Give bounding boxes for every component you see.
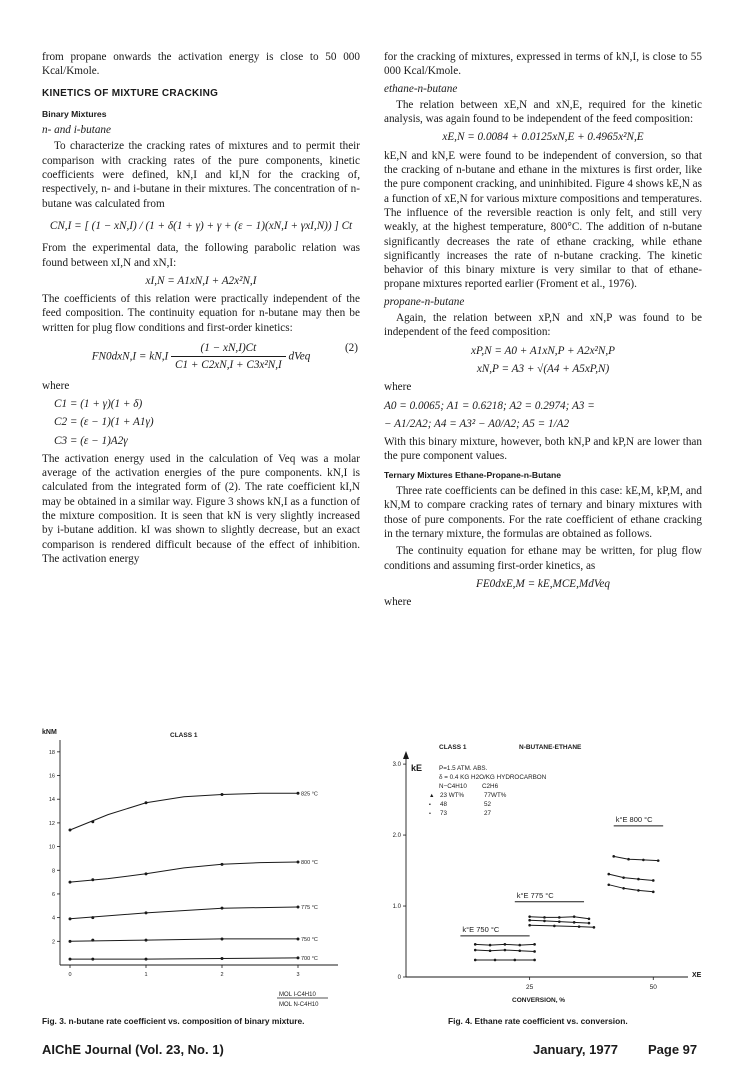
legend-column-header-nbutane: N−C4H10	[439, 783, 467, 790]
data-point	[637, 889, 640, 892]
data-point	[221, 793, 224, 796]
data-point	[652, 891, 655, 894]
equation: xI,N = A1xN,I + A2x²N,I	[145, 274, 257, 287]
paragraph: From the experimental data, the following parabolic relation was found between xI,N and xN,I:	[42, 242, 360, 269]
data-point	[588, 918, 591, 921]
data-point	[528, 924, 531, 927]
condition-pressure: P=1.5 ATM. ABS.	[439, 765, 488, 772]
data-point	[607, 883, 610, 886]
data-point	[474, 959, 477, 962]
series-line	[609, 885, 654, 892]
data-point	[221, 957, 224, 960]
data-point	[612, 855, 615, 858]
series-line	[70, 907, 298, 919]
data-point	[514, 959, 517, 962]
series-line	[530, 925, 594, 927]
series-label: 800 °C	[301, 859, 318, 866]
series-line	[614, 856, 659, 860]
data-point	[627, 858, 630, 861]
y-tick-label: 0	[397, 975, 401, 981]
data-point	[533, 943, 536, 946]
data-point	[593, 926, 596, 929]
x-axis-title: CONVERSION, %	[512, 997, 566, 1004]
legend-ethane-value: 77WT%	[484, 792, 507, 799]
legend-nbutane-value: 48	[440, 801, 448, 808]
data-point	[221, 907, 224, 910]
equation-number: (2)	[344, 342, 358, 355]
data-point	[69, 829, 72, 832]
subsection-heading: Binary Mixtures	[42, 108, 107, 119]
data-point	[69, 958, 72, 961]
data-point	[573, 921, 576, 924]
data-point	[578, 925, 581, 928]
system-label: N-BUTANE-ETHANE	[519, 744, 582, 751]
paragraph: Three rate coefficients can be defined in this case: kE,M, kP,M, and kN,M to compare cracking rates of ternary and binary mixtures with those of pure components. For the rate coefficient of ethane cracking in the ternary mixture, the formulas are obtained as follows.	[384, 485, 702, 540]
x-axis-label-denominator: MOL N-C4H10	[279, 1002, 319, 1008]
figure-3-chart	[28, 720, 358, 1010]
data-point	[69, 940, 72, 943]
data-point	[637, 878, 640, 881]
equation-c3: C3 = (ε − 1)A2γ	[54, 434, 128, 447]
where-label: where	[42, 379, 70, 392]
y-tick-label: 14	[48, 797, 55, 804]
x-tick-label: 0	[68, 972, 72, 978]
data-point	[504, 943, 507, 946]
data-point	[221, 863, 224, 866]
fraction-denominator: C1 + C2xN,I + C3x²N,I	[175, 359, 282, 372]
data-point	[91, 820, 94, 823]
data-point	[145, 911, 148, 914]
equation-2	[42, 341, 360, 373]
data-point	[91, 878, 94, 881]
y-tick-label: 12	[48, 820, 55, 827]
series-label: 750 °C	[301, 936, 318, 943]
legend	[429, 792, 507, 817]
x-axis-label-numerator: MOL I-C4H10	[279, 992, 316, 998]
data-point	[533, 959, 536, 962]
figure-4-plot-area	[393, 751, 688, 991]
equation-c2: C2 = (ε − 1)(1 + A1γ)	[54, 416, 154, 429]
constants-line-1: A0 = 0.0065; A1 = 0.6218; A2 = 0.2974; A3 =	[384, 399, 595, 412]
paragraph: The continuity equation for ethane may be written, for plug flow conditions and assuming first-order kinetics, as	[384, 545, 702, 572]
data-point	[518, 949, 521, 952]
legend-nbutane-value: 73	[440, 810, 448, 817]
equation: FE0dxE,M = kE,MCE,MdVeq	[476, 577, 610, 590]
footer-page: Page 97	[648, 1042, 698, 1057]
data-point	[553, 925, 556, 928]
series-label: 775 °C	[301, 904, 318, 911]
y-axis-label: kE	[411, 763, 423, 773]
legend-ethane-value: 27	[484, 810, 492, 817]
reference-label: k°E 775 °C	[516, 890, 554, 900]
x-axis-label: XE	[692, 972, 702, 979]
subsubsection-heading: propane-n-butane	[384, 295, 465, 308]
equation: xP,N = A0 + A1xN,P + A2x²N,P	[471, 344, 615, 357]
data-point	[657, 859, 660, 862]
data-point	[642, 859, 645, 862]
reference-label: k°E 800 °C	[615, 814, 653, 824]
x-tick-label: 2	[220, 972, 224, 978]
where-label: where	[384, 381, 412, 394]
series-label: 825 °C	[301, 791, 318, 798]
y-tick-label: 10	[48, 844, 55, 851]
equation: CN,I = [ (1 − xN,I) / (1 + δ(1 + γ) + γ + (ε − 1)(xN,I + γxI,N)) ] Ct	[49, 219, 353, 232]
paragraph: from propane onwards the activation energy is close to 50 000 Kcal/Kmole.	[42, 51, 360, 78]
data-point	[528, 919, 531, 922]
data-point	[528, 915, 531, 918]
y-tick-label: 6	[51, 891, 55, 898]
paragraph: kE,N and kN,E were found to be independent of conversion, so that the cracking of n-butane and ethane in the mixtures is first order, like the pure component cracking, and uninhibited. Figure 4 shows kE,N as a function of xE,N for various mixture compositions and temperatures. The influence of the reversible reaction is only felt, and still very weakly, at the highest temperature, 800°C. The addition of n-butane significantly decreases the rate of ethane cracking, while ethane significantly increases the rate of n-butane cracking. The kinetic behavior of this binary mixture is very similar to that of ethane-propane mixtures reported earlier (Froment et al., 1976).	[384, 149, 702, 291]
y-axis-arrow	[403, 751, 409, 759]
data-point	[543, 916, 546, 919]
data-point	[69, 917, 72, 920]
paragraph: The activation energy used in the calculation of Veq was a molar average of the activation energies of the pure components. kN,I is calculated from the integrated form of (2). The rate coefficient kI,N may be obtained in a similar way. Figure 3 shows kN,I as a function of the mixture composition. It is seen that kN is very slightly increased by i-butane addition. kI was shown to slightly decrease, but an exact comparison is rendered difficult because of the effect of inhibition. The activation energy	[42, 452, 360, 565]
data-point	[91, 958, 94, 961]
data-point	[69, 881, 72, 884]
series-line	[70, 862, 298, 882]
equation: xE,N = 0.0084 + 0.0125xN,E + 0.4965x²N,E	[442, 131, 644, 144]
data-point	[145, 958, 148, 961]
legend-nbutane-value: 23 WT%	[440, 792, 465, 799]
subsubsection-heading: n- and i-butane	[42, 124, 111, 137]
paragraph: for the cracking of mixtures, expressed in terms of kN,I, is close to 55 000 Kcal/Kmole.	[384, 51, 702, 78]
series-line	[70, 958, 298, 959]
right-column	[384, 50, 702, 611]
y-axis-label: kNM	[42, 729, 57, 736]
series-line	[70, 793, 298, 830]
footer-journal: AIChE Journal (Vol. 23, No. 1)	[42, 1042, 224, 1057]
legend-marker: ▲	[429, 793, 435, 799]
equation: xN,P = A3 + √(A4 + A5xP,N)	[476, 362, 610, 375]
data-point	[504, 949, 507, 952]
y-tick-label: 2	[51, 939, 55, 946]
paragraph: The coefficients of this relation were practically independent of the feed composition. The continuity equation for n-butane may then be written for plug flow conditions and first-order kinetics:	[42, 293, 360, 334]
y-tick-label: 16	[48, 773, 55, 780]
figure-3-plot-area	[49, 740, 338, 978]
x-tick-label: 25	[526, 984, 534, 991]
figure-3-caption: Fig. 3. n-butane rate coefficient vs. composition of binary mixture.	[42, 1016, 305, 1026]
data-point	[297, 937, 300, 940]
figure-4-chart	[378, 735, 718, 1015]
reference-label: k°E 750 °C	[462, 924, 500, 934]
data-point	[489, 944, 492, 947]
left-column	[42, 50, 360, 569]
data-point	[221, 937, 224, 940]
paragraph: With this binary mixture, however, both kN,P and kP,N are lower than the pure component values.	[384, 436, 702, 463]
legend-ethane-value: 52	[484, 801, 492, 808]
data-point	[607, 873, 610, 876]
data-point	[91, 916, 94, 919]
data-point	[145, 872, 148, 875]
subsubsection-heading: ethane-n-butane	[384, 82, 458, 95]
data-point	[622, 887, 625, 890]
legend-marker: ▪	[429, 802, 431, 808]
data-point	[622, 876, 625, 879]
y-tick-label: 4	[51, 915, 55, 922]
x-tick-label: 3	[296, 972, 300, 978]
equation-rhs: dVeq	[288, 350, 311, 363]
paragraph: The relation between xE,N and xN,E, required for the kinetic analysis, was again found to be independent of the feed composition:	[384, 98, 702, 126]
x-tick-label: 50	[649, 984, 657, 991]
data-point	[297, 905, 300, 908]
data-point	[489, 949, 492, 952]
footer-date: January, 1977	[533, 1042, 619, 1057]
y-tick-label: 8	[51, 868, 55, 875]
data-point	[145, 939, 148, 942]
data-point	[573, 915, 576, 918]
where-label: where	[384, 596, 412, 609]
series-line	[70, 939, 298, 941]
data-point	[543, 920, 546, 923]
section-heading: KINETICS OF MIXTURE CRACKING	[42, 87, 219, 99]
figure-4-caption: Fig. 4. Ethane rate coefficient vs. conversion.	[448, 1016, 628, 1026]
condition-steam-ratio: δ = 0.4 KG H2O/KG HYDROCARBON	[439, 774, 547, 781]
y-tick-label: 3.0	[392, 762, 401, 769]
y-tick-label: 2.0	[392, 833, 401, 840]
y-tick-label: 18	[48, 749, 55, 756]
data-point	[558, 920, 561, 923]
data-point	[297, 860, 300, 863]
data-point	[91, 939, 94, 942]
data-point	[494, 959, 497, 962]
equation-c1: C1 = (1 + γ)(1 + δ)	[54, 397, 143, 410]
data-point	[588, 922, 591, 925]
data-point	[297, 792, 300, 795]
series-line	[609, 874, 654, 880]
fraction-numerator: (1 − xN,I)Ct	[171, 341, 286, 357]
legend-marker: •	[429, 811, 431, 817]
equation-fraction	[171, 341, 286, 373]
data-point	[474, 943, 477, 946]
data-point	[652, 879, 655, 882]
data-point	[533, 950, 536, 953]
legend-column-header-ethane: C2H6	[482, 783, 499, 790]
data-point	[297, 956, 300, 959]
class-label: CLASS 1	[170, 732, 198, 739]
constants-line-2: − A1/2A2; A4 = A3² − A0/A2; A5 = 1/A2	[384, 417, 570, 430]
x-tick-label: 1	[144, 972, 148, 978]
data-point	[474, 949, 477, 952]
class-label: CLASS 1	[439, 744, 467, 751]
data-point	[558, 916, 561, 919]
data-point	[518, 944, 521, 947]
equation-lhs: FN0dxN,I = kN,I	[91, 350, 169, 363]
paragraph: To characterize the cracking rates of mixtures and to permit their comparison with cracking rates of the pure components, kinetic coefficients were defined, kN,I and kI,N for the cracking of, respectively, n- and i-butane in their mixtures. The concentration of n-butane was calculated from	[42, 140, 360, 210]
subsection-heading: Ternary Mixtures Ethane-Propane-n-Butane	[384, 469, 561, 480]
series-label: 700 °C	[301, 955, 318, 962]
y-tick-label: 1.0	[392, 904, 401, 911]
data-point	[145, 801, 148, 804]
paragraph: Again, the relation between xP,N and xN,P was found to be independent of the feed composition:	[384, 312, 702, 339]
